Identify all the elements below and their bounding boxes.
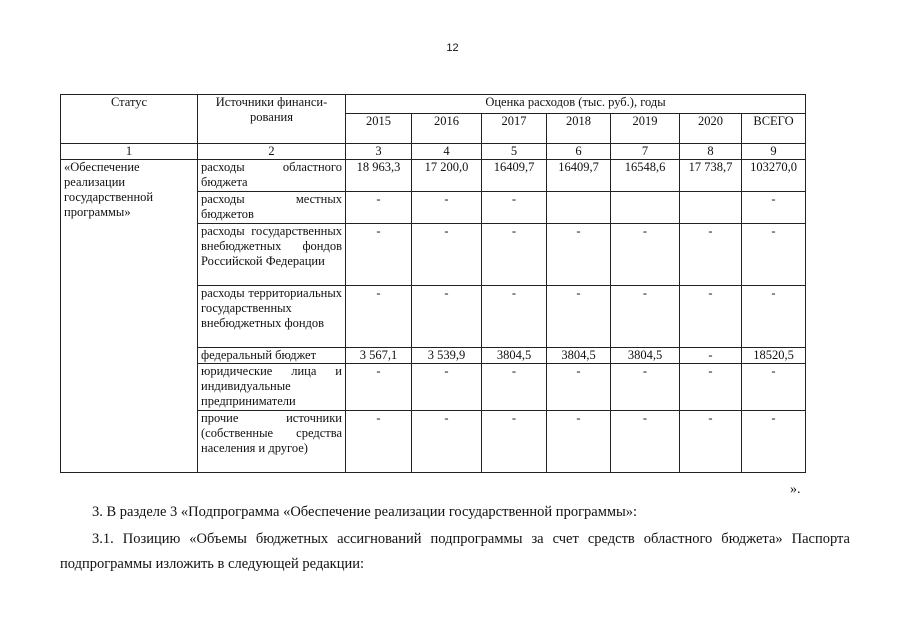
value-cell: - bbox=[482, 192, 547, 224]
value-cell: - bbox=[412, 192, 482, 224]
value-cell: - bbox=[412, 411, 482, 473]
source-cell: прочие источники (собственные средства населения и другое) bbox=[198, 411, 346, 473]
column-number: 1 bbox=[61, 144, 198, 160]
header-total: ВСЕГО bbox=[742, 114, 806, 144]
header-year: 2020 bbox=[680, 114, 742, 144]
paragraph-section-3: 3. В разделе 3 «Подпрограмма «Обеспечение реализации государственной программы»: bbox=[92, 504, 638, 520]
header-year: 2019 bbox=[611, 114, 680, 144]
value-cell: - bbox=[346, 411, 412, 473]
column-number: 7 bbox=[611, 144, 680, 160]
column-number: 8 bbox=[680, 144, 742, 160]
value-cell: 3 567,1 bbox=[346, 348, 412, 364]
value-cell: - bbox=[547, 286, 611, 348]
value-cell: - bbox=[412, 286, 482, 348]
column-number: 6 bbox=[547, 144, 611, 160]
header-year: 2017 bbox=[482, 114, 547, 144]
value-cell: - bbox=[412, 224, 482, 286]
value-cell: - bbox=[611, 411, 680, 473]
paragraph-section-3-1: 3.1. Позицию «Объемы бюджетных ассигнований подпрограммы за счет средств областного бюджета» Паспорта подпрограммы изложить в следующей редакции: bbox=[60, 531, 850, 572]
value-cell: 18 963,3 bbox=[346, 160, 412, 192]
status-cell: «Обеспечение реализации государственной программы» bbox=[61, 160, 198, 473]
value-cell: - bbox=[547, 224, 611, 286]
value-cell: 16409,7 bbox=[482, 160, 547, 192]
value-cell: 17 200,0 bbox=[412, 160, 482, 192]
value-cell: - bbox=[680, 348, 742, 364]
source-cell: расходы территориальных государственных внебюджетных фондов bbox=[198, 286, 346, 348]
value-cell: - bbox=[346, 224, 412, 286]
value-cell: 16409,7 bbox=[547, 160, 611, 192]
value-cell: 3 539,9 bbox=[412, 348, 482, 364]
closing-quote-mark: ». bbox=[790, 482, 801, 497]
column-number: 4 bbox=[412, 144, 482, 160]
value-cell: - bbox=[742, 411, 806, 473]
column-number: 5 bbox=[482, 144, 547, 160]
value-cell: - bbox=[482, 286, 547, 348]
value-cell: 17 738,7 bbox=[680, 160, 742, 192]
value-cell: - bbox=[611, 364, 680, 411]
value-cell: - bbox=[547, 364, 611, 411]
value-cell: - bbox=[742, 192, 806, 224]
value-cell: - bbox=[680, 364, 742, 411]
value-cell: - bbox=[742, 286, 806, 348]
value-cell: - bbox=[412, 364, 482, 411]
column-number: 2 bbox=[198, 144, 346, 160]
value-cell: - bbox=[611, 286, 680, 348]
value-cell: - bbox=[482, 364, 547, 411]
value-cell: - bbox=[547, 411, 611, 473]
value-cell bbox=[680, 192, 742, 224]
value-cell bbox=[611, 192, 680, 224]
value-cell: 16548,6 bbox=[611, 160, 680, 192]
value-cell: - bbox=[346, 286, 412, 348]
value-cell: - bbox=[346, 364, 412, 411]
source-cell: федеральный бюджет bbox=[198, 348, 346, 364]
value-cell: - bbox=[742, 364, 806, 411]
value-cell: - bbox=[742, 224, 806, 286]
value-cell: 103270,0 bbox=[742, 160, 806, 192]
page-number: 12 bbox=[446, 42, 459, 54]
value-cell: - bbox=[680, 286, 742, 348]
value-cell: 18520,5 bbox=[742, 348, 806, 364]
header-year: 2016 bbox=[412, 114, 482, 144]
value-cell: 3804,5 bbox=[611, 348, 680, 364]
source-cell: расходы местных бюджетов bbox=[198, 192, 346, 224]
header-year: 2018 bbox=[547, 114, 611, 144]
value-cell: - bbox=[680, 411, 742, 473]
source-cell: юридические лица и индивидуальные предприниматели bbox=[198, 364, 346, 411]
budget-table bbox=[60, 94, 806, 473]
value-cell: - bbox=[680, 224, 742, 286]
header-sources: Источники финанси- рования bbox=[198, 95, 346, 144]
value-cell: - bbox=[482, 224, 547, 286]
value-cell: - bbox=[346, 192, 412, 224]
header-year: 2015 bbox=[346, 114, 412, 144]
source-cell: расходы государственных внебюджетных фондов Российской Федерации bbox=[198, 224, 346, 286]
source-cell: расходы областного бюджета bbox=[198, 160, 346, 192]
column-number: 9 bbox=[742, 144, 806, 160]
header-estimate: Оценка расходов (тыс. руб.), годы bbox=[346, 95, 806, 114]
value-cell: - bbox=[611, 224, 680, 286]
value-cell bbox=[547, 192, 611, 224]
column-number: 3 bbox=[346, 144, 412, 160]
value-cell: - bbox=[482, 411, 547, 473]
value-cell: 3804,5 bbox=[482, 348, 547, 364]
header-status: Статус bbox=[61, 95, 198, 144]
value-cell: 3804,5 bbox=[547, 348, 611, 364]
